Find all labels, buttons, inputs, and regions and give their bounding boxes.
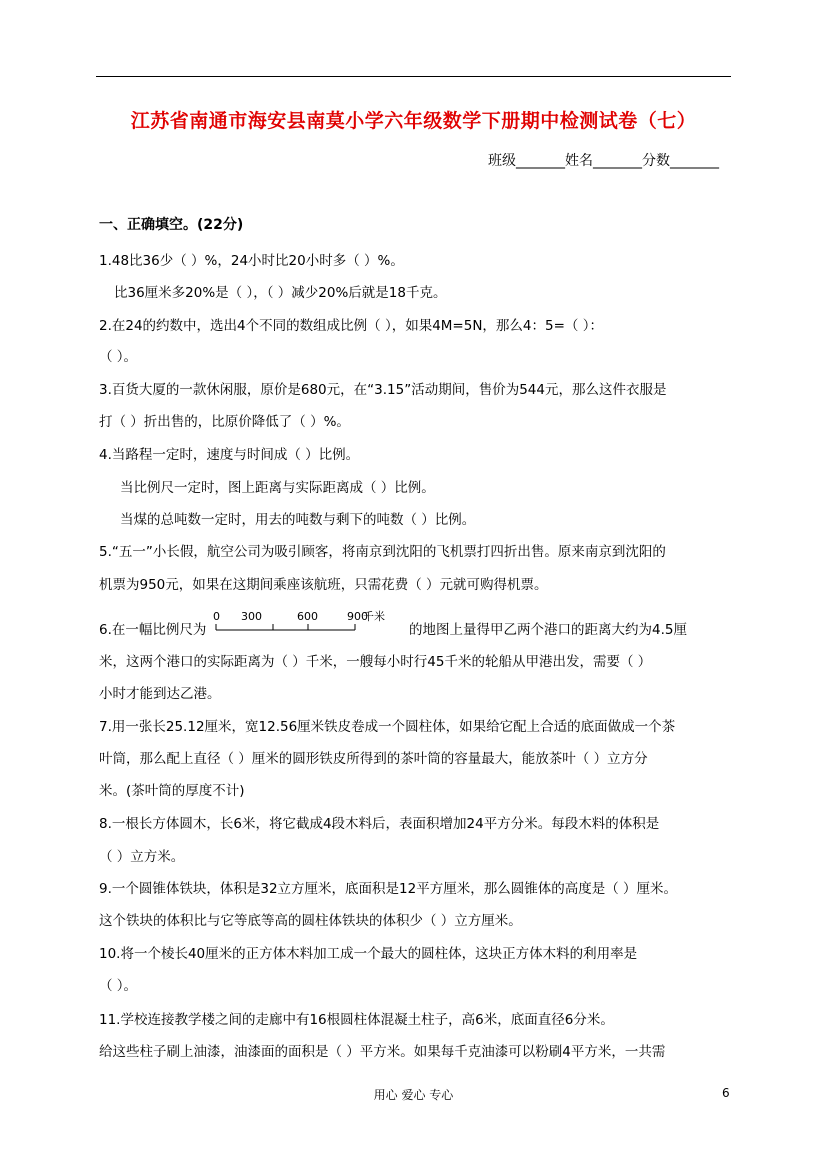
question-line: 比36厘米多20%是（ ），（ ）减少20%后就是18千克。	[114, 285, 447, 301]
question-line: 1.48比36少（ ）%，24小时比20小时多（ ）%。	[99, 253, 404, 269]
page-title: 江苏省南通市海安县南莫小学六年级数学下册期中检测试卷（七）	[130, 110, 697, 132]
question-line: 米。(茶叶筒的厚度不计)	[99, 783, 245, 799]
scale-tick-label: 0	[212, 610, 220, 623]
class-name-score-line: 班级_______姓名_______分数_______	[488, 153, 719, 169]
scale-tick-label: 600	[296, 610, 318, 623]
question-line: 当煤的总吨数一定时，用去的吨数与剩下的吨数（ ）比例。	[120, 512, 476, 528]
scale-tick-label: 300	[240, 610, 262, 623]
question-line: 叶筒，那么配上直径（ ）厘米的圆形铁皮所得到的茶叶筒的容量最大，能放茶叶（ ）立方分	[99, 751, 648, 767]
question-line-with-scale	[99, 610, 687, 644]
question-line: 4.当路程一定时，速度与时间成（ ）比例。	[99, 447, 360, 463]
question-line: （ ）。	[99, 349, 138, 365]
question-line: 米，这两个港口的实际距离为（ ）千米，一艘每小时行45千米的轮船从甲港出发，需要（ ）	[99, 654, 652, 670]
page-number: 6	[722, 1086, 730, 1100]
question-line: 当比例尺一定时，图上距离与实际距离成（ ）比例。	[120, 480, 435, 496]
question-line: 打（ ）折出售的，比原价降低了（ ）%。	[99, 414, 350, 430]
question-line: 7.用一张长25.12厘米，宽12.56厘米铁皮卷成一个圆柱体，如果给它配上合适的底面做成一个茶	[99, 719, 676, 735]
scale-unit: 千米	[362, 610, 385, 623]
question-line: 9.一个圆锥体铁块，体积是32立方厘米，底面积是12平方厘米，那么圆锥体的高度是（ ）厘米。	[99, 881, 678, 897]
question-line: 机票为950元，如果在这期间乘座该航班，只需花费（ ）元就可购得机票。	[99, 577, 548, 593]
question-text: 的地图上量得甲乙两个港口的距离大约为4.5厘	[408, 622, 687, 638]
question-line: （ ）立方米。	[99, 849, 185, 865]
question-line: 这个铁块的体积比与它等底等高的圆柱体铁块的体积少（ ）立方厘米。	[99, 913, 522, 929]
question-line: 5.“五一”小长假，航空公司为吸引顾客，将南京到沈阳的飞机票打四折出售。原来南京到沈阳的	[99, 544, 666, 560]
question-line: 给这些柱子刷上油漆，油漆面的面积是（ ）平方米。如果每千克油漆可以粉刷4平方米，一共需	[99, 1044, 666, 1060]
question-line: 2.在24的约数中，选出4个不同的数组成比例（ ），如果4M=5N，那么4：5=（ ）：	[99, 318, 603, 334]
question-line: （ ）。	[99, 978, 138, 994]
footer-motto: 用心 爱心 专心	[373, 1088, 454, 1102]
question-line: 小时才能到达乙港。	[99, 686, 221, 702]
question-line: 3.百货大厦的一款休闲服，原价是680元，在“3.15”活动期间，售价为544元，那么这件衣服是	[99, 382, 667, 398]
scale-tick-label: 900	[346, 610, 368, 623]
question-line: 10.将一个棱长40厘米的正方体木料加工成一个最大的圆柱体，这块正方体木料的利用率是	[99, 946, 638, 962]
scale-bar	[213, 610, 403, 638]
section-heading: 一、正确填空。(22分)	[99, 217, 244, 233]
header-rule	[96, 76, 731, 77]
question-line: 8.一根长方体圆木，长6米，将它截成4段木料后，表面积增加24平方分米。每段木料的体积是	[99, 816, 660, 832]
question-text: 6.在一幅比例尺为	[99, 622, 207, 638]
question-line: 11.学校连接教学楼之间的走廊中有16根圆柱体混凝土柱子，高6米，底面直径6分米。	[99, 1012, 614, 1028]
